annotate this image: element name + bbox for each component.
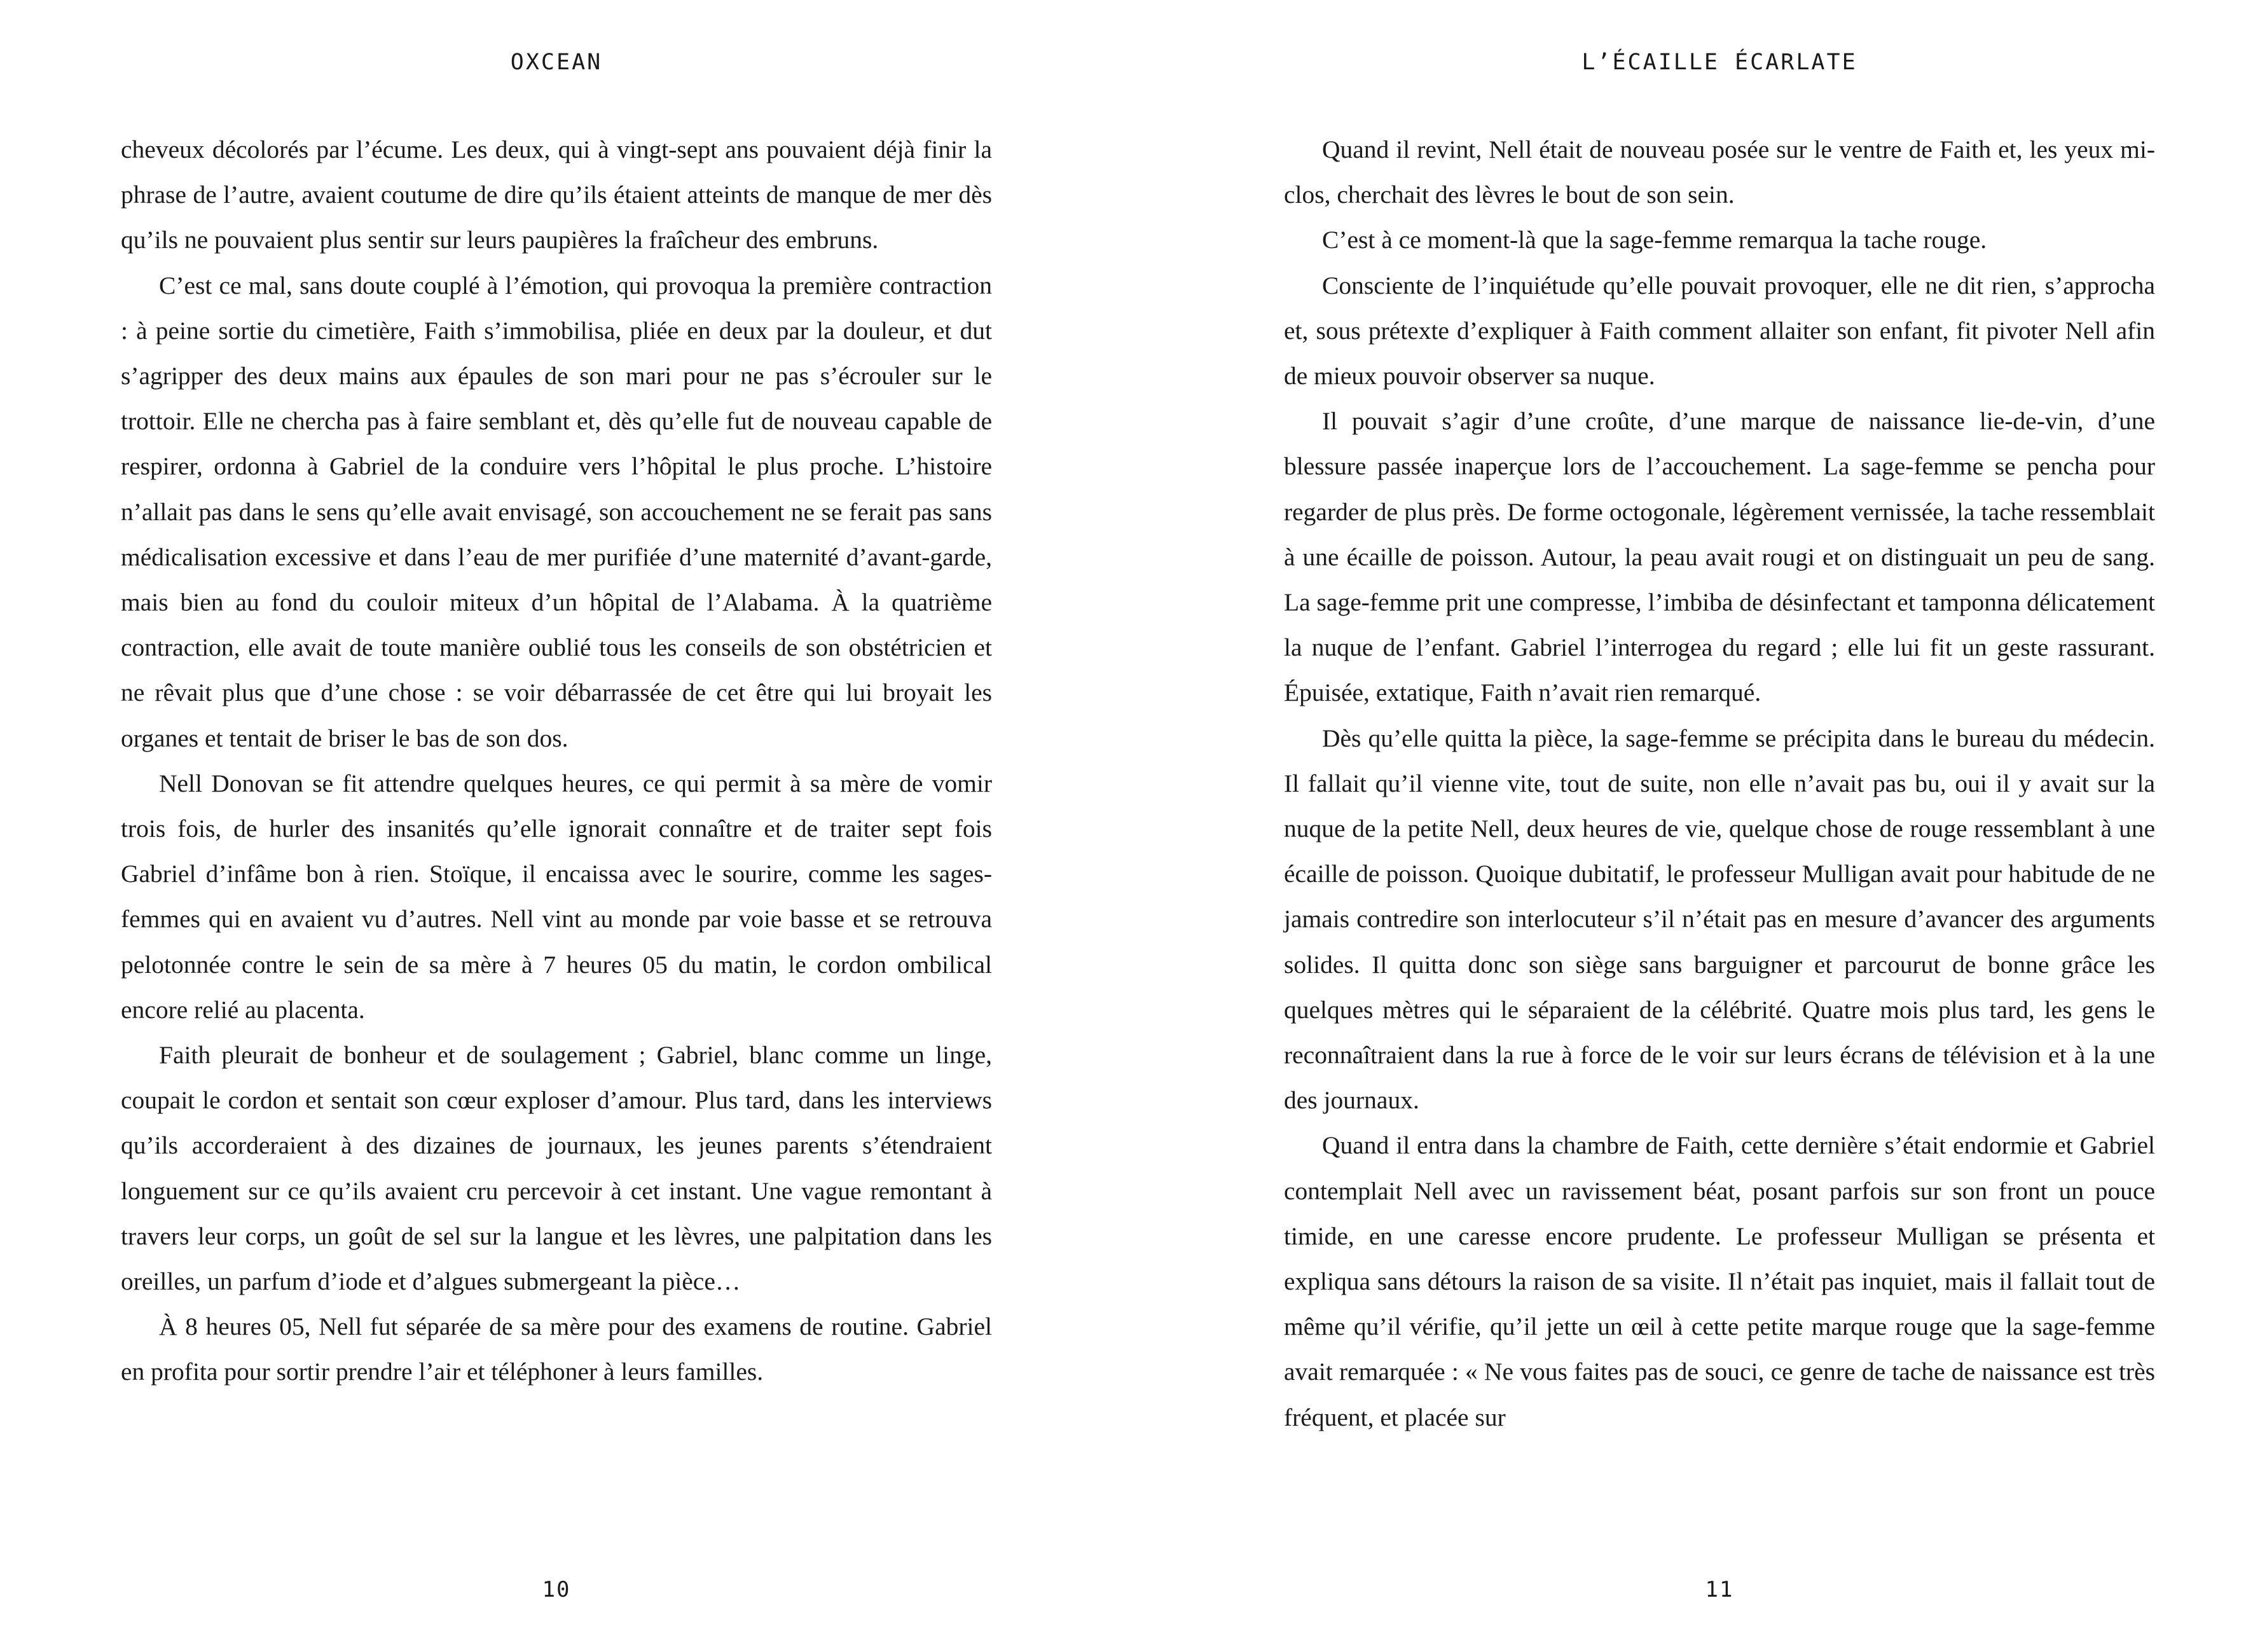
paragraph: Quand il revint, Nell était de nouveau posée sur le ventre de Faith et, les yeux mi-clos, cherchait des lèvres le bout de son sein.: [1284, 135, 2155, 209]
paragraph: C’est ce mal, sans doute couplé à l’émotion, qui provoqua la première contraction : à peine sortie du cimetière, Faith s’immobilisa, pliée en deux par la douleur, et dut s’agripper des deux mains aux épaules de son mari pour ne pas s’écrouler sur le trottoir. Elle ne chercha pas à faire semblant et, dès qu’elle fut de nouveau capable de respirer, ordonna à Gabriel de la conduire vers l’hôpital le plus proche. L’histoire n’allait pas dans le sens qu’elle avait envisagé, son accouchement ne se ferait pas sans médicalisation excessive et dans l’eau de mer purifiée d’une maternité d’avant-garde, mais bien au fond du couloir miteux d’un hôpital de l’Alabama. À la quatrième contraction, elle avait de toute manière oublié tous les conseils de son obstétricien et ne rêvait plus que d’une chose : se voir débarrassée de cet être qui lui broyait les organes et tentait de briser le bas de son dos.: [121, 271, 992, 752]
left-page-body: [121, 127, 992, 1395]
paragraph: Nell Donovan se fit attendre quelques heures, ce qui permit à sa mère de vomir trois fois, de hurler des insanités qu’elle ignorait connaître et de traiter sept fois Gabriel d’infâme bon à rien. Stoïque, il encaissa avec le sourire, comme les sages-femmes qui en avaient vu d’autres. Nell vint au monde par voie basse et se retrouva pelotonnée contre le sein de sa mère à 7 heures 05 du matin, le cordon ombilical encore relié au placenta.: [121, 769, 992, 1024]
paragraph: cheveux décolorés par l’écume. Les deux, qui à vingt-sept ans pouvaient déjà finir la phrase de l’autre, avaient coutume de dire qu’ils étaient atteints de manque de mer dès qu’ils ne pouvaient plus sentir sur leurs paupières la fraîcheur des embruns.: [121, 135, 992, 254]
page-number-right: 11: [1705, 1577, 1734, 1602]
running-head-author: OXCEAN: [510, 50, 603, 75]
paragraph: Faith pleurait de bonheur et de soulagement ; Gabriel, blanc comme un linge, coupait le cordon et sentait son cœur exploser d’amour. Plus tard, dans les interviews qu’ils accorderaient à des dizaines de journaux, les jeunes parents s’étendraient longuement sur ce qu’ils avaient cru percevoir à cet instant. Une vague remontant à travers leur corps, un goût de sel sur la langue et les lèvres, une palpitation dans les oreilles, un parfum d’iode et d’algues submergeant la pièce…: [121, 1041, 992, 1296]
paragraph: Consciente de l’inquiétude qu’elle pouvait provoquer, elle ne dit rien, s’approcha et, sous prétexte d’expliquer à Faith comment allaiter son enfant, fit pivoter Nell afin de mieux pouvoir observer sa nuque.: [1284, 271, 2155, 390]
paragraph: Dès qu’elle quitta la pièce, la sage-femme se précipita dans le bureau du médecin. Il fallait qu’il vienne vite, tout de suite, non elle n’avait pas bu, oui il y avait sur la nuque de la petite Nell, deux heures de vie, quelque chose de rouge ressemblant à une écaille de poisson. Quoique dubitatif, le professeur Mulligan avait pour habitude de ne jamais contredire son interlocuteur s’il n’était pas en mesure d’avancer des arguments solides. Il quitta donc son siège sans barguigner et parcourut de bonne grâce les quelques mètres qui le séparaient de la célébrité. Quatre mois plus tard, les gens le reconnaîtraient dans la rue à force de le voir sur leurs écrans de télévision et à la une des journaux.: [1284, 724, 2155, 1115]
paragraph: À 8 heures 05, Nell fut séparée de sa mère pour des examens de routine. Gabriel en profita pour sortir prendre l’air et téléphoner à leurs familles.: [121, 1312, 992, 1386]
right-page-body: [1284, 127, 2155, 1440]
paragraph: Il pouvait s’agir d’une croûte, d’une marque de naissance lie-de-vin, d’une blessure passée inaperçue lors de l’accouchement. La sage-femme se pencha pour regarder de plus près. De forme octogonale, légèrement vernissée, la tache ressemblait à une écaille de poisson. Autour, la peau avait rougi et on distinguait un peu de sang. La sage-femme prit une compresse, l’imbiba de désinfectant et tamponna délicatement la nuque de l’enfant. Gabriel l’interrogea du regard ; elle lui fit un geste rassurant. Épuisée, extatique, Faith n’avait rien remarqué.: [1284, 407, 2155, 707]
paragraph: C’est à ce moment-là que la sage-femme remarqua la tache rouge.: [1322, 226, 1987, 254]
right-page: [1127, 0, 2253, 1652]
left-page: [0, 0, 1126, 1652]
page-number-left: 10: [542, 1577, 571, 1602]
running-head-title: L’ÉCAILLE ÉCARLATE: [1581, 50, 1857, 75]
paragraph: Quand il entra dans la chambre de Faith, cette dernière s’était endormie et Gabriel contemplait Nell avec un ravissement béat, posant parfois sur son front un pouce timide, en une caresse encore prudente. Le professeur Mulligan se présenta et expliqua sans détours la raison de sa visite. Il n’était pas inquiet, mais il fallait tout de même qu’il vérifie, qu’il jette un œil à cette petite marque rouge que la sage-femme avait remarquée : « Ne vous faites pas de souci, ce genre de tache de naissance est très fréquent, et placée sur: [1284, 1131, 2155, 1431]
